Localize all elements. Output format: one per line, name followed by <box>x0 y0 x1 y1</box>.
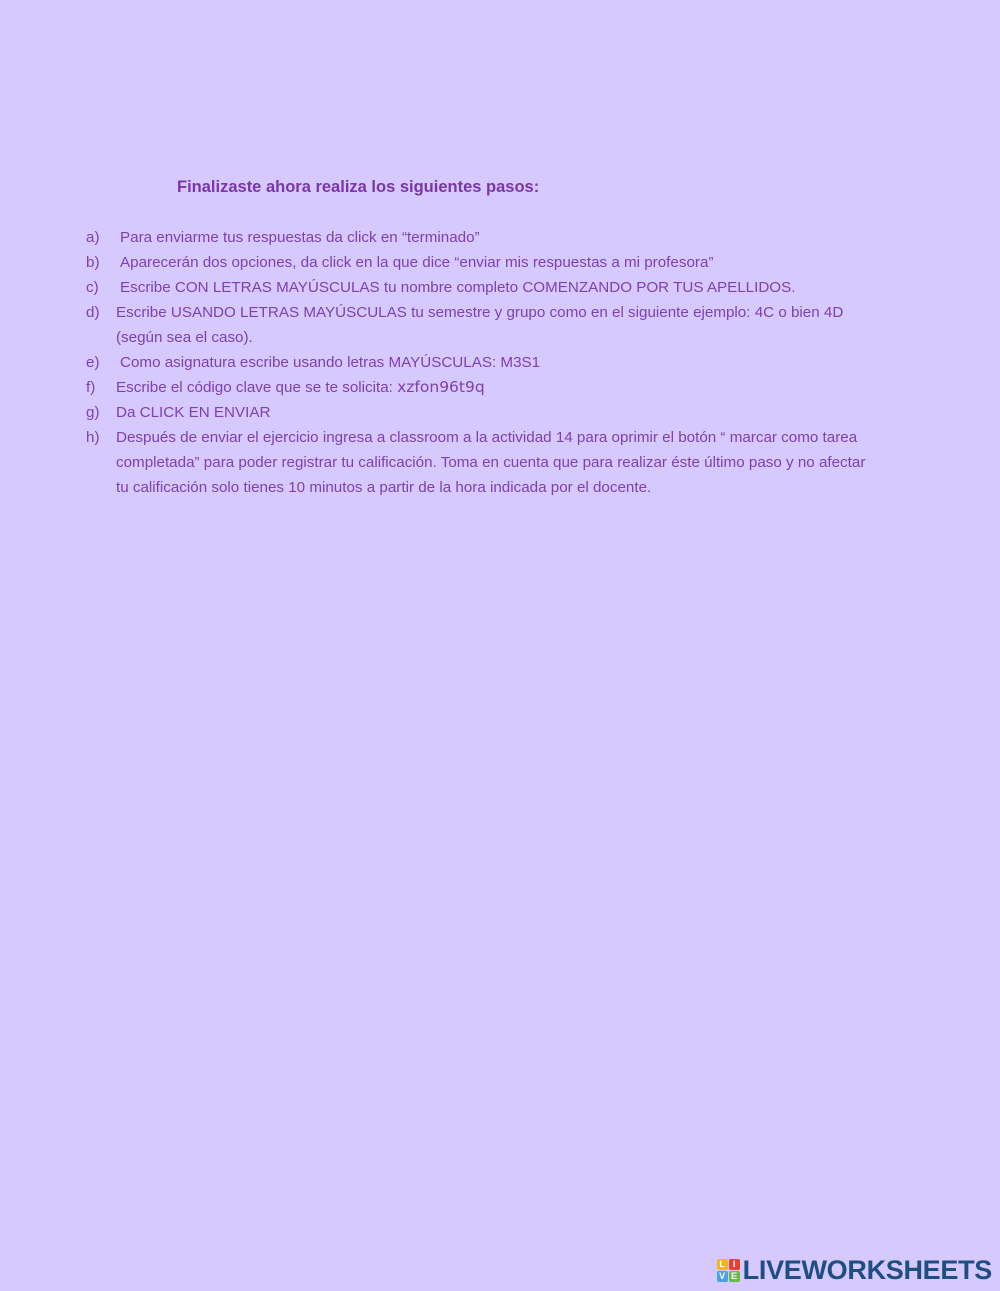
badge-letter: L <box>717 1259 728 1270</box>
live-badge-icon <box>717 1259 740 1282</box>
step-text: Aparecerán dos opciones, da click en la que dice “enviar mis respuestas a mi profesora” <box>120 254 714 271</box>
step-e <box>86 350 866 375</box>
step-text: Para enviarme tus respuestas da click en “terminado” <box>120 229 480 246</box>
steps-list <box>86 225 866 500</box>
step-text: Escribe USANDO LETRAS MAYÚSCULAS tu semestre y grupo como en el siguiente ejemplo: 4C o bien 4D (según sea el caso). <box>116 304 844 346</box>
badge-letter: I <box>729 1259 740 1270</box>
step-text: Da CLICK EN ENVIAR <box>116 404 271 421</box>
step-letter: e) <box>86 354 100 371</box>
access-code: xzfon96t9q <box>397 378 485 396</box>
step-f <box>86 375 866 400</box>
step-letter: c) <box>86 279 99 296</box>
step-letter: d) <box>86 304 100 321</box>
step-letter: f) <box>86 379 96 396</box>
step-d <box>86 300 866 350</box>
step-h <box>86 425 866 500</box>
step-letter: b) <box>86 254 100 271</box>
step-b <box>86 250 866 275</box>
step-letter: g) <box>86 404 100 421</box>
step-text: Escribe CON LETRAS MAYÚSCULAS tu nombre completo COMENZANDO POR TUS APELLIDOS. <box>120 279 796 296</box>
liveworksheets-logo[interactable] <box>717 1255 992 1285</box>
page-title: Finalizaste ahora realiza los siguientes pasos: <box>177 178 540 196</box>
step-g <box>86 400 866 425</box>
step-letter: a) <box>86 229 100 246</box>
step-a <box>86 225 866 250</box>
step-text: Después de enviar el ejercicio ingresa a classroom a la actividad 14 para oprimir el botón “ marcar como tarea completada” para poder registrar tu calificación. Toma en cuenta que para realizar éste último paso y no afectar tu calificación solo tienes 10 minutos a partir de la hora indicada por el docente. <box>116 429 866 496</box>
step-text: Escribe el código clave que se te solicita: <box>116 379 398 396</box>
badge-letter: E <box>729 1271 740 1282</box>
step-c <box>86 275 866 300</box>
logo-text: LIVEWORKSHEETS <box>742 1254 992 1285</box>
step-text: Como asignatura escribe usando letras MAYÚSCULAS: M3S1 <box>120 354 541 371</box>
badge-letter: V <box>717 1271 728 1282</box>
step-letter: h) <box>86 429 100 446</box>
